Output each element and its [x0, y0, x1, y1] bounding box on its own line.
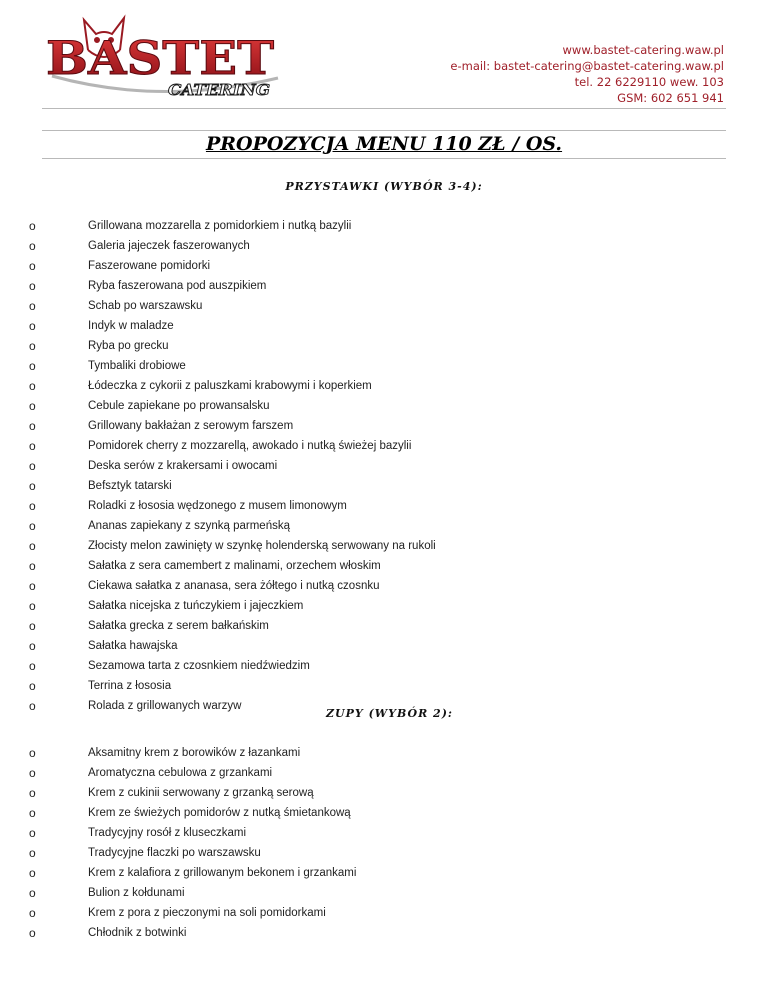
list-item [0, 519, 768, 539]
list-item [0, 679, 768, 699]
bullet-icon: o [29, 679, 36, 693]
list-item [0, 599, 768, 619]
list-item [0, 219, 768, 239]
list-item-text: Cebule zapiekane po prowansalsku [88, 400, 270, 412]
bullet-icon: o [29, 479, 36, 493]
list-item [0, 826, 768, 846]
list-item [0, 786, 768, 806]
bullet-icon: o [29, 579, 36, 593]
bullet-icon: o [29, 279, 36, 293]
gsm-number: GSM: 602 651 941 [617, 91, 724, 105]
bullet-icon: o [29, 539, 36, 553]
list-item [0, 299, 768, 319]
list-item-text: Chłodnik z botwinki [88, 927, 187, 939]
list-item-text: Aksamitny krem z borowików z łazankami [88, 747, 301, 759]
bullet-icon: o [29, 379, 36, 393]
list-item [0, 399, 768, 419]
bullet-icon: o [29, 826, 36, 840]
list-item-text: Złocisty melon zawinięty w szynkę holenderską serwowany na rukoli [88, 540, 436, 552]
title-rule-bottom [42, 158, 726, 159]
list-item-text: Indyk w maladze [88, 320, 174, 332]
list-item-text: Deska serów z krakersami i owocami [88, 460, 278, 472]
list-item-text: Pomidorek cherry z mozzarellą, awokado i nutką świeżej bazylii [88, 440, 412, 452]
list-item [0, 766, 768, 786]
bullet-icon: o [29, 926, 36, 940]
list-item-text: Tradycyjny rosół z kluseczkami [88, 827, 247, 839]
bullet-icon: o [29, 419, 36, 433]
list-item [0, 639, 768, 659]
section-heading-soups: ZUPY (WYBÓR 2): [326, 707, 453, 720]
bullet-icon: o [29, 846, 36, 860]
bullet-icon: o [29, 459, 36, 473]
list-item [0, 359, 768, 379]
list-item [0, 559, 768, 579]
list-item [0, 746, 768, 766]
bullet-icon: o [29, 866, 36, 880]
bullet-icon: o [29, 746, 36, 760]
bullet-icon: o [29, 639, 36, 653]
section-heading-starters: PRZYSTAWKI (WYBÓR 3-4): [285, 180, 483, 193]
bullet-icon: o [29, 806, 36, 820]
list-item-text: Befsztyk tatarski [88, 480, 172, 492]
menu-title: PROPOZYCJA MENU 110 ZŁ / OS. [205, 133, 563, 155]
bullet-icon: o [29, 399, 36, 413]
list-item-text: Sałatka nicejska z tuńczykiem i jajeczkiem [88, 600, 304, 612]
list-item [0, 866, 768, 886]
starters-list [0, 219, 768, 719]
title-rule-top [42, 130, 726, 131]
list-item-text: Roladki z łososia wędzonego z musem limonowym [88, 500, 347, 512]
bullet-icon: o [29, 219, 36, 233]
bullet-icon: o [29, 559, 36, 573]
list-item-text: Krem z cukinii serwowany z grzanką serową [88, 787, 314, 799]
list-item [0, 239, 768, 259]
list-item [0, 379, 768, 399]
list-item-text: Sezamowa tarta z czosnkiem niedźwiedzim [88, 660, 310, 672]
list-item [0, 439, 768, 459]
bullet-icon: o [29, 239, 36, 253]
list-item [0, 846, 768, 866]
list-item [0, 906, 768, 926]
bullet-icon: o [29, 339, 36, 353]
list-item [0, 339, 768, 359]
list-item-text: Ananas zapiekany z szynką parmeńską [88, 520, 290, 532]
list-item-text: Sałatka z sera camembert z malinami, orzechem włoskim [88, 560, 381, 572]
bullet-icon: o [29, 299, 36, 313]
list-item-text: Grillowana mozzarella z pomidorkiem i nutką bazylii [88, 220, 352, 232]
bullet-icon: o [29, 699, 36, 713]
list-item-text: Schab po warszawsku [88, 300, 203, 312]
bullet-icon: o [29, 319, 36, 333]
bullet-icon: o [29, 659, 36, 673]
list-item-text: Galeria jajeczek faszerowanych [88, 240, 250, 252]
list-item [0, 926, 768, 946]
list-item [0, 419, 768, 439]
website-link[interactable]: www.bastet-catering.waw.pl [562, 43, 724, 57]
logo-brand-text: BASTET [46, 31, 274, 85]
list-item [0, 579, 768, 599]
list-item-text: Grillowany bakłażan z serowym farszem [88, 420, 294, 432]
bullet-icon: o [29, 499, 36, 513]
list-item [0, 459, 768, 479]
bullet-icon: o [29, 599, 36, 613]
list-item [0, 539, 768, 559]
list-item-text: Krem ze świeżych pomidorów z nutką śmietankową [88, 807, 351, 819]
list-item [0, 619, 768, 639]
bullet-icon: o [29, 886, 36, 900]
list-item-text: Tradycyjne flaczki po warszawsku [88, 847, 261, 859]
list-item-text: Bulion z kołdunami [88, 887, 185, 899]
header-divider [42, 108, 726, 109]
list-item [0, 499, 768, 519]
bastet-catering-logo [40, 6, 290, 104]
list-item-text: Ryba po grecku [88, 340, 169, 352]
list-item-text: Terrina z łososia [88, 680, 172, 692]
bullet-icon: o [29, 906, 36, 920]
bullet-icon: o [29, 766, 36, 780]
bullet-icon: o [29, 786, 36, 800]
list-item-text: Aromatyczna cebulowa z grzankami [88, 767, 273, 779]
list-item [0, 279, 768, 299]
list-item [0, 479, 768, 499]
list-item-text: Krem z pora z pieczonymi na soli pomidorkami [88, 907, 326, 919]
list-item-text: Rolada z grillowanych warzyw [88, 700, 242, 712]
list-item-text: Łódeczka z cykorii z paluszkami krabowymi i koperkiem [88, 380, 372, 392]
list-item-text: Ciekawa sałatka z ananasa, sera żółtego i nutką czosnku [88, 580, 380, 592]
bullet-icon: o [29, 439, 36, 453]
list-item [0, 806, 768, 826]
phone-number: tel. 22 6229110 wew. 103 [574, 75, 724, 89]
list-item-text: Sałatka grecka z serem bałkańskim [88, 620, 269, 632]
bullet-icon: o [29, 259, 36, 273]
email-link[interactable]: e-mail: bastet-catering@bastet-catering.waw.pl [450, 59, 724, 73]
bullet-icon: o [29, 519, 36, 533]
logo-tagline-text: CATERING [168, 81, 271, 99]
list-item [0, 259, 768, 279]
list-item-text: Sałatka hawajska [88, 640, 178, 652]
list-item-text: Faszerowane pomidorki [88, 260, 211, 272]
list-item-text: Tymbaliki drobiowe [88, 360, 186, 372]
bullet-icon: o [29, 619, 36, 633]
soups-list [0, 746, 768, 946]
list-item [0, 886, 768, 906]
list-item-text: Ryba faszerowana pod auszpikiem [88, 280, 267, 292]
list-item [0, 319, 768, 339]
bullet-icon: o [29, 359, 36, 373]
contact-info [450, 42, 724, 106]
list-item [0, 659, 768, 679]
list-item-text: Krem z kalafiora z grillowanym bekonem i grzankami [88, 867, 357, 879]
